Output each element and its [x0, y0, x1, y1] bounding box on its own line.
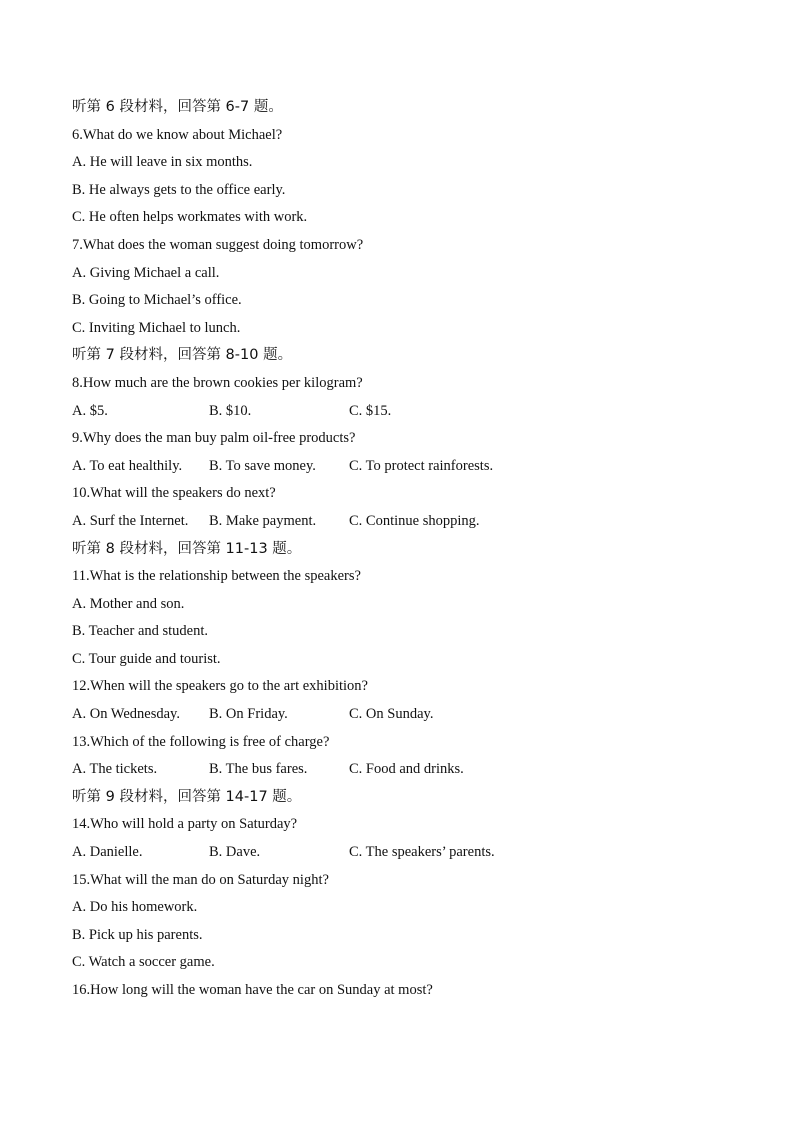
question-11-option-c: C. Tour guide and tourist. — [72, 650, 221, 667]
question-6: 6.What do we know about Michael? — [72, 126, 283, 143]
question-15-option-a: A. Do his homework. — [72, 899, 198, 916]
question-12-option-c: C. On Sunday. — [349, 706, 434, 723]
question-14-option-b: B. Dave. — [209, 844, 261, 861]
question-8: 8.How much are the brown cookies per kilogram? — [72, 374, 363, 391]
question-13-option-b: B. The bus fares. — [209, 761, 308, 778]
question-12-options — [72, 701, 732, 729]
question-16: 16.How long will the woman have the car on Sunday at most? — [72, 982, 433, 998]
section-heading-6: 听第 6 段材料，回答第 6-7 题。 — [72, 99, 283, 115]
section-heading-8: 听第 8 段材料，回答第 11-13 题。 — [72, 540, 302, 557]
question-12-option-a: A. On Wednesday. — [72, 706, 180, 723]
question-8-options — [72, 398, 732, 426]
question-15-option-b: B. Pick up his parents. — [72, 926, 203, 943]
question-7-option-a: A. Giving Michael a call. — [72, 264, 220, 281]
question-6-option-a: A. He will leave in six months. — [72, 154, 253, 171]
question-14: 14.Who will hold a party on Saturday? — [72, 816, 298, 833]
question-6-option-c: C. He often helps workmates with work. — [72, 209, 308, 226]
question-6-option-b: B. He always gets to the office early. — [72, 181, 286, 198]
question-10-option-b: B. Make payment. — [209, 512, 317, 529]
section-heading-9: 听第 9 段材料，回答第 14-17 题。 — [72, 788, 302, 805]
question-12: 12.When will the speakers go to the art exhibition? — [72, 678, 368, 695]
question-7-option-b: B. Going to Michael’s office. — [72, 292, 242, 309]
question-13-option-c: C. Food and drinks. — [349, 761, 464, 778]
question-8-option-b: B. $10. — [209, 402, 252, 419]
question-9-option-b: B. To save money. — [209, 457, 316, 474]
question-10: 10.What will the speakers do next? — [72, 485, 276, 502]
question-11-option-a: A. Mother and son. — [72, 595, 185, 612]
section-heading-7: 听第 7 段材料，回答第 8-10 题。 — [72, 347, 293, 364]
question-7: 7.What does the woman suggest doing tomorrow? — [72, 236, 364, 253]
question-15-option-c: C. Watch a soccer game. — [72, 954, 215, 971]
question-13: 13.Which of the following is free of charge? — [72, 733, 330, 750]
question-14-options — [72, 839, 732, 867]
question-14-option-a: A. Danielle. — [72, 844, 143, 861]
question-7-option-c: C. Inviting Michael to lunch. — [72, 319, 241, 336]
question-13-option-a: A. The tickets. — [72, 761, 158, 778]
question-10-option-a: A. Surf the Internet. — [72, 512, 189, 529]
question-11: 11.What is the relationship between the speakers? — [72, 568, 361, 585]
question-9-option-c: C. To protect rainforests. — [349, 457, 494, 474]
question-10-options — [72, 508, 732, 536]
question-14-option-c: C. The speakers’ parents. — [349, 844, 495, 861]
question-10-option-c: C. Continue shopping. — [349, 512, 480, 529]
question-8-option-a: A. $5. — [72, 402, 108, 419]
question-9-options — [72, 453, 732, 481]
question-8-option-c: C. $15. — [349, 402, 392, 419]
question-15: 15.What will the man do on Saturday night? — [72, 871, 329, 888]
document-content — [72, 94, 732, 1005]
question-11-option-b: B. Teacher and student. — [72, 623, 209, 640]
question-9-option-a: A. To eat healthily. — [72, 457, 183, 474]
question-13-options — [72, 756, 732, 784]
question-9: 9.Why does the man buy palm oil-free products? — [72, 430, 356, 447]
question-12-option-b: B. On Friday. — [209, 706, 288, 723]
